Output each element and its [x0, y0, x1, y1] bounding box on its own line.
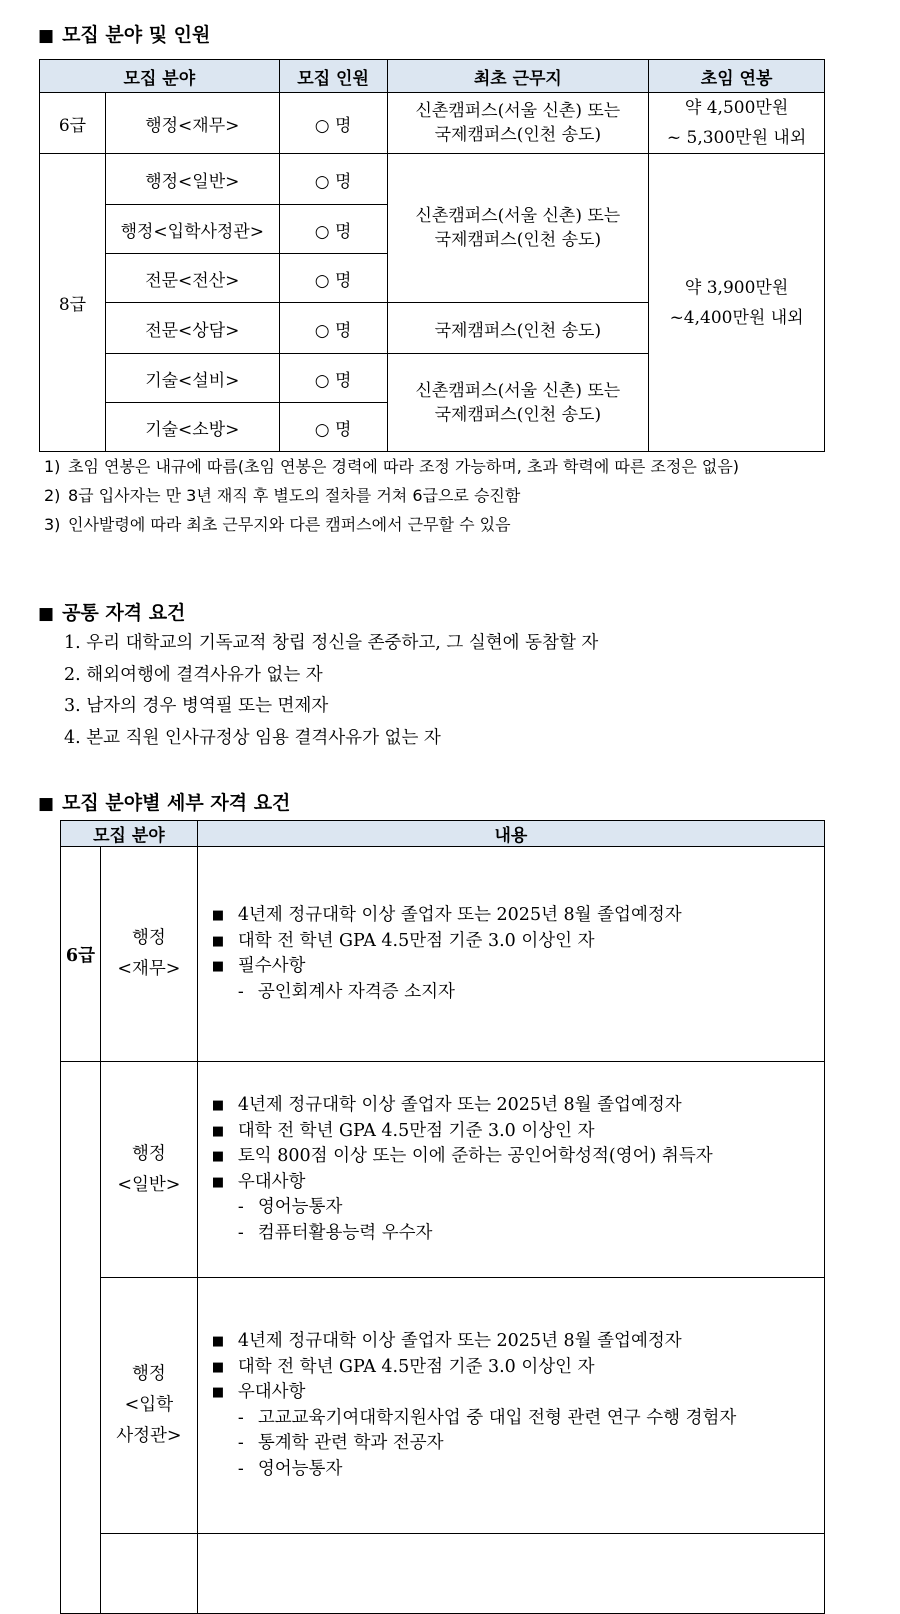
- sub-item: - 통계학 관련 학과 전공자: [237, 1433, 444, 1453]
- bullet-item: ■ 대학 전 학년 GPA 4.5만점 기준 3.0 이상인 자: [212, 929, 814, 955]
- requirement-item: 1. 우리 대학교의 기독교적 창립 정신을 존중하고, 그 실현에 동참할 자: [64, 633, 599, 653]
- square-bullet-icon: ■: [211, 1149, 225, 1164]
- field-cell: 행정<일반>: [105, 154, 279, 205]
- bullet-item: ■ 4년제 정규대학 이상 졸업자 또는 2025년 8월 졸업예정자: [212, 1093, 814, 1119]
- square-bullet-icon: ■: [211, 1174, 225, 1190]
- bullet-item: ■ 대학 전 학년 GPA 4.5만점 기준 3.0 이상인 자: [212, 1355, 814, 1381]
- header-location: 최초 근무지: [387, 60, 649, 93]
- sub-item: - 컴퓨터활용능력 우수자: [237, 1222, 433, 1243]
- header-field: 모집 분야: [40, 60, 280, 93]
- count-cell: ○ 명: [279, 354, 387, 403]
- field-cell: 행정 <입학 사정관>: [100, 1278, 197, 1534]
- square-bullet-icon: ■: [38, 794, 55, 814]
- note-item: 1) 초임 연봉은 내규에 따름(초임 연봉은 경력에 따라 조정 가능하며, 초과 학력에 따른 조정은 없음): [44, 457, 740, 476]
- recruitment-table: [39, 59, 825, 452]
- bullet-item: ■ 대학 전 학년 GPA 4.5만점 기준 3.0 이상인 자: [212, 1119, 814, 1145]
- grade-6-cell: 6급: [40, 93, 106, 154]
- square-bullet-icon: ■: [211, 1359, 225, 1375]
- header-count: 모집 인원: [279, 60, 387, 93]
- note-item: 2) 8급 입사자는 만 3년 재직 후 별도의 절차를 거쳐 6급으로 승진함: [44, 486, 521, 505]
- square-bullet-icon: ■: [211, 1098, 225, 1113]
- field-cell: 기술<설비>: [105, 354, 279, 403]
- header-salary: 초임 연봉: [649, 60, 825, 93]
- square-bullet-icon: ■: [211, 1385, 225, 1400]
- requirement-item: 3. 남자의 경우 병역필 또는 면제자: [64, 696, 329, 716]
- sub-item: - 고교교육기여대학지원사업 중 대입 전형 관련 연구 수행 경험자: [237, 1407, 737, 1428]
- section-title-common-requirements: ■ 공통 자격 요건: [38, 602, 186, 624]
- bullet-item: ■ 토익 800점 이상 또는 이에 준하는 공인어학성적(영어) 취득자: [212, 1144, 814, 1170]
- grade-8-cell: [61, 1062, 101, 1614]
- field-cell: 전문<전산>: [105, 254, 279, 303]
- content-cell: [197, 1278, 824, 1534]
- header-content: 내용: [197, 821, 824, 847]
- square-bullet-icon: ■: [211, 959, 225, 974]
- sub-item: - 공인회계사 자격증 소지자: [237, 981, 455, 1002]
- field-cell: 기술<소방>: [105, 403, 279, 452]
- section-title-recruitment: ■ 모집 분야 및 인원: [38, 24, 211, 46]
- bullet-item: ■ 우대사항: [212, 1380, 814, 1406]
- count-cell: ○ 명: [279, 93, 387, 154]
- common-requirements-list: [64, 628, 598, 754]
- content-cell: [197, 1062, 824, 1278]
- header-field: 모집 분야: [61, 821, 198, 847]
- bullet-item: ■ 필수사항: [212, 954, 814, 980]
- grade-6-cell: 6급: [61, 847, 101, 1062]
- bullet-item: ■ 우대사항: [212, 1170, 814, 1196]
- count-cell: ○ 명: [279, 254, 387, 303]
- field-cell: 행정<입학사정관>: [105, 205, 279, 254]
- square-bullet-icon: ■: [211, 1123, 225, 1139]
- count-cell: ○ 명: [279, 403, 387, 452]
- field-cell: 행정<재무>: [105, 93, 279, 154]
- square-bullet-icon: ■: [211, 933, 225, 949]
- square-bullet-icon: ■: [38, 604, 55, 624]
- count-cell: ○ 명: [279, 154, 387, 205]
- square-bullet-icon: ■: [211, 908, 225, 923]
- requirement-item: 4. 본교 직원 인사규정상 임용 결격사유가 없는 자: [64, 727, 441, 748]
- bullet-item: ■ 4년제 정규대학 이상 졸업자 또는 2025년 8월 졸업예정자: [212, 903, 814, 929]
- notes-list: [44, 452, 834, 539]
- field-cell: 행정 <일반>: [100, 1062, 197, 1278]
- detailed-requirements-table: [60, 820, 825, 1614]
- location-cell: 신촌캠퍼스(서울 신촌) 또는 국제캠퍼스(인천 송도): [387, 354, 649, 452]
- field-cell: [100, 1534, 197, 1614]
- location-cell: 신촌캠퍼스(서울 신촌) 또는 국제캠퍼스(인천 송도): [387, 154, 649, 303]
- section-title-detailed-requirements: ■ 모집 분야별 세부 자격 요건: [38, 792, 291, 814]
- note-item: 3) 인사발령에 따라 최초 근무지와 다른 캠퍼스에서 근무할 수 있음: [44, 515, 511, 534]
- grade-8-cell: 8급: [40, 154, 106, 452]
- square-bullet-icon: ■: [38, 26, 55, 46]
- location-cell: 신촌캠퍼스(서울 신촌) 또는 국제캠퍼스(인천 송도): [387, 93, 649, 154]
- location-cell: 국제캠퍼스(인천 송도): [387, 303, 649, 354]
- bullet-item: ■ 4년제 정규대학 이상 졸업자 또는 2025년 8월 졸업예정자: [212, 1329, 814, 1355]
- field-cell: 행정 <재무>: [100, 847, 197, 1062]
- sub-item: - 영어능통자: [237, 1197, 343, 1217]
- count-cell: ○ 명: [279, 303, 387, 354]
- requirement-item: 2. 해외여행에 결격사유가 없는 자: [64, 664, 323, 685]
- square-bullet-icon: ■: [211, 1334, 225, 1349]
- field-cell: 전문<상담>: [105, 303, 279, 354]
- salary-cell: 약 3,900만원 ~4,400만원 내외: [649, 154, 825, 452]
- sub-item: - 영어능통자: [237, 1458, 343, 1479]
- salary-cell: 약 4,500만원 ~ 5,300만원 내외: [649, 93, 825, 154]
- count-cell: ○ 명: [279, 205, 387, 254]
- content-cell: [197, 1534, 824, 1614]
- content-cell: [197, 847, 824, 1062]
